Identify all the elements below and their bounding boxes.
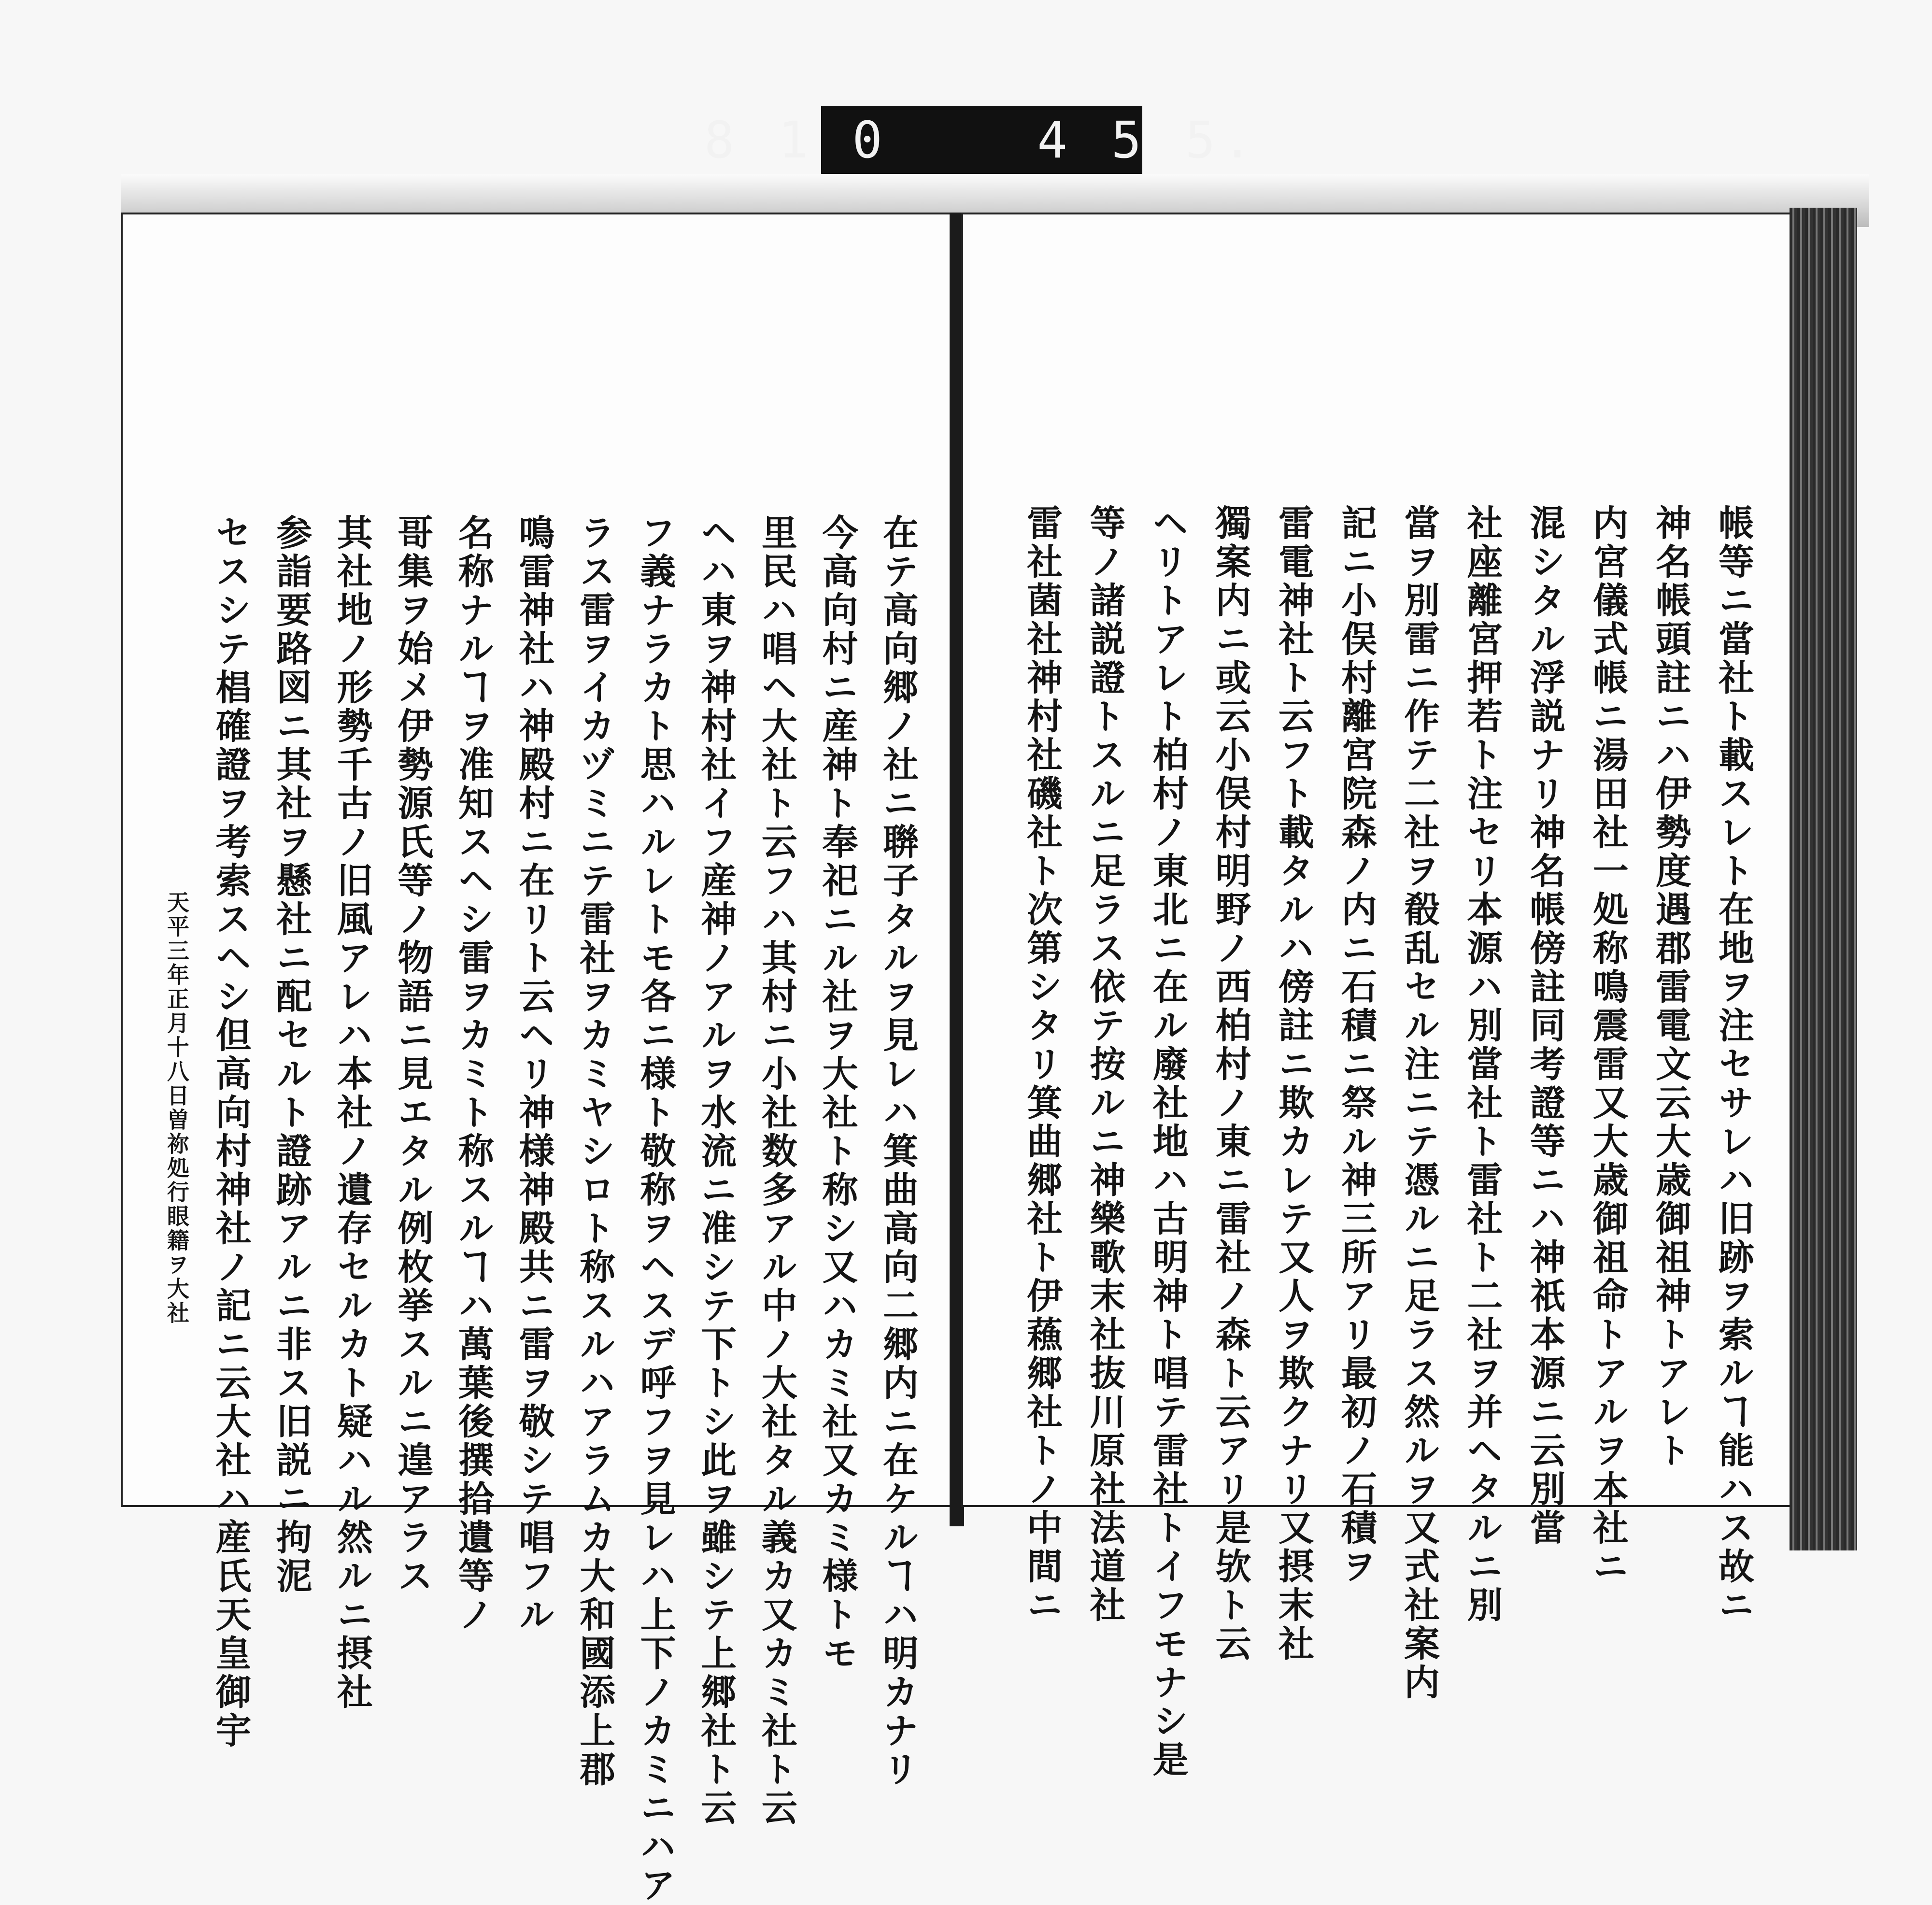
left-page-text — [123, 214, 950, 1905]
left-column-11: 参詣要路図ニ其社ヲ懸社ニ配セルト證跡アルニ非ス旧説ニ拘泥 — [270, 514, 313, 1596]
right-column-10: ヘリトアレト柏村ノ東北ニ在ル廢社地ハ古明神ト唱テ雷社トイフモナシ是 — [1147, 504, 1189, 1779]
right-column-4: 混シタル浮説ナリ神名帳傍註同考證等ニハ神祇本源ニ云別當 — [1524, 504, 1566, 1548]
right-page-text — [963, 214, 1790, 1779]
left-page — [121, 213, 952, 1905]
right-column-2: 神名帳頭註ニハ伊勢度遇郡雷電文云大歳御祖神トアレト — [1649, 504, 1691, 1470]
right-column-1: 帳等ニ當社ト載スレト在地ヲ注セサレハ旧跡ヲ索ルヿ能ハス故ニ — [1713, 504, 1755, 1625]
right-column-9: 獨案内ニ或云小俣村明野ノ西柏村ノ東ニ雷社ノ森ト云アリ是欤ト云 — [1209, 504, 1251, 1663]
right-column-8: 雷電神社ト云フト載タルハ傍註ニ欺カレテ又人ヲ欺クナリ又摂末社 — [1272, 504, 1314, 1663]
left-column-4: ヘハ東ヲ神村社イフ産神ノアルヲ水流ニ准シテ下トシ此ヲ雖シテ上郷社ト云 — [695, 514, 737, 1828]
left-column-3: 里民ハ唱ヘ大社ト云フハ其村ニ小社数多アル中ノ大社タル義カ又カミ社ト云 — [755, 514, 797, 1828]
left-column-2: 今高向村ニ産神ト奉祀ニル社ヲ大社ト称シ又ハカミ社又カミ様トモ — [816, 514, 858, 1673]
right-column-6: 當ヲ別雷ニ作テ二社ヲ殽乱セル注ニテ憑ルニ足ラス然ルヲ又式社案内 — [1398, 504, 1440, 1702]
left-column-6: ラス雷ヲイカヅミニテ雷社ヲカミヤシロト称スルハアラムカ大和國添上郡 — [574, 514, 616, 1789]
left-column-7: 鳴雷神社ハ神殿村ニ在リト云ヘリ神様神殿共ニ雷ヲ敬シテ唱フル — [513, 514, 555, 1635]
right-column-11: 等ノ諸説證トスルニ足ラス依テ按ルニ神樂歌末社抜川原社法道社 — [1084, 504, 1126, 1625]
left-column-12: セスシテ椙確證ヲ考索スヘシ但高向村神社ノ記ニ云大社ハ産氏天皇御宇 — [210, 514, 252, 1750]
book-fore-edge — [1790, 208, 1857, 1550]
left-column-9: 哥集ヲ始メ伊勢源氏等ノ物語ニ見エタル例枚挙スルニ遑アラス — [392, 514, 434, 1596]
right-column-5: 社座離宮押若ト注セリ本源ハ別當社ト雷社ト二社ヲ并ヘタルニ別 — [1461, 504, 1503, 1625]
right-page — [961, 213, 1792, 1779]
left-column-note: 天平三年正月十八日曽祢処行眼籍ヲ大社 — [163, 891, 190, 1325]
left-column-5: フ義ナラカト思ハルレトモ各ニ様ト敬称ヲヘスデ呼フヲ見レハ上下ノカミニハア — [634, 514, 676, 1905]
right-column-7: 記ニ小俣村離宮院森ノ内ニ石積ニ祭ル神三所アリ最初ノ石積ヲ — [1335, 504, 1377, 1586]
left-column-10: 其社地ノ形勢千古ノ旧風アレハ本社ノ遺存セルカト疑ハル然ルニ摂社 — [331, 514, 373, 1712]
left-column-1: 在テ高向郷ノ社ニ聨子タルヲ見レハ箕曲高向二郷内ニ在ケルヿハ明カナリ — [877, 514, 919, 1789]
left-column-8: 名称ナルヿヲ准知スヘシ雷ヲカミト称スルヿハ萬葉後撰拾遺等ノ — [452, 514, 494, 1635]
archive-reference-label: 8 1 0 4 5 5. — [821, 106, 1142, 174]
right-column-12: 雷社菌社神村社磯社ト次第シタリ箕曲郷社ト伊蘓郷社トノ中間ニ — [1021, 504, 1063, 1625]
right-column-3: 内宮儀式帳ニ湯田社一処称鳴震雷又大歳御祖命トアルヲ本社ニ — [1587, 504, 1629, 1586]
